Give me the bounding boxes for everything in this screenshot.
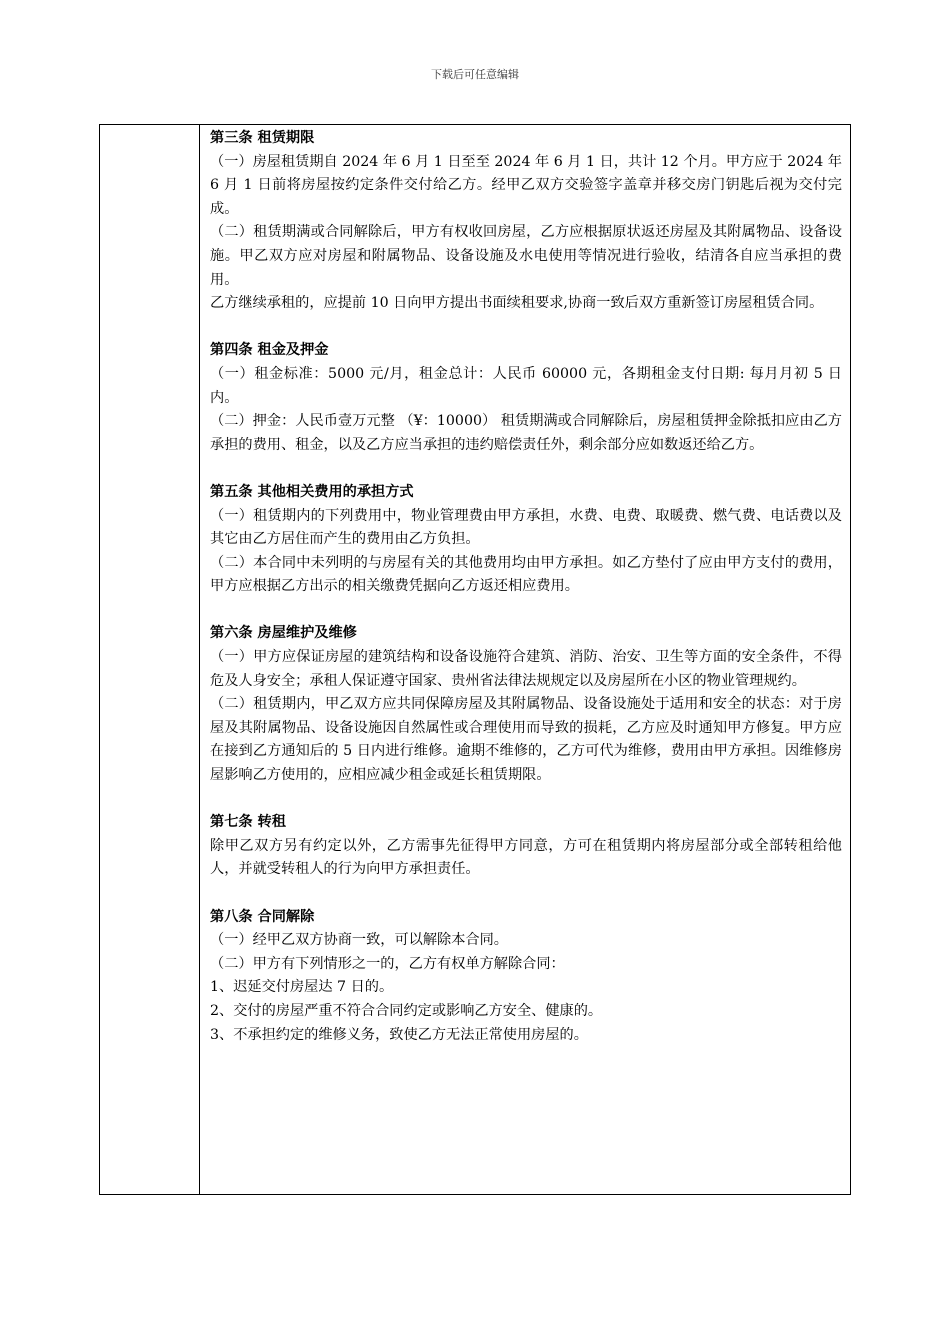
- section-6: [210, 622, 842, 787]
- section-gap: [210, 882, 842, 906]
- table-content-cell: [200, 125, 850, 1194]
- list-item: 2、交付的房屋严重不符合合同约定或影响乙方安全、健康的。: [210, 1002, 603, 1019]
- clause-paragraph: （二）甲方有下列情形之一的，乙方有权单方解除合同：: [210, 955, 565, 972]
- section-title: 第八条 合同解除: [210, 908, 315, 925]
- section-title: 第七条 转租: [210, 814, 286, 831]
- list-item: 3、不承担约定的维修义务，致使乙方无法正常使用房屋的。: [210, 1026, 588, 1043]
- list-item: 1、迟延交付房屋达 7 日的。: [210, 979, 394, 996]
- section-gap: [210, 599, 842, 623]
- clause-paragraph: （二）租赁期内，甲乙双方应共同保障房屋及其附属物品、设备设施处于适用和安全的状态：对于房屋及其附属物品、设备设施因自然属性或合理使用而导致的损耗，乙方应及时通知甲方修复。甲方应在接到乙方通知后的 5 日内进行维修。逾期不维修的，乙方可代为维修，费用由甲方承担。因维修房屋影响乙方使用的，应相应减少租金或延长租赁期限。: [210, 696, 842, 784]
- section-8: [210, 906, 842, 1048]
- clause-paragraph: （一）甲方应保证房屋的建筑结构和设备设施符合建筑、消防、治安、卫生等方面的安全条件，不得危及人身安全；承租人保证遵守国家、贵州省法律法规规定以及房屋所在小区的物业管理规约。: [210, 649, 842, 689]
- clause-paragraph: 除甲乙双方另有约定以外，乙方需事先征得甲方同意，方可在租赁期内将房屋部分或全部转租给他人，并就受转租人的行为向甲方承担责任。: [210, 837, 842, 878]
- clause-paragraph: （一）经甲乙双方协商一致，可以解除本合同。: [210, 932, 508, 949]
- section-7: [210, 811, 842, 882]
- section-gap: [210, 457, 842, 481]
- contract-table: [99, 124, 851, 1195]
- clause-paragraph: （二）押金：人民币壹万元整 （¥：10000） 租赁期满或合同解除后，房屋租赁押金除抵扣应由乙方承担的费用、租金，以及乙方应当承担的违约赔偿责任外，剩余部分应如数返还给乙方。: [210, 413, 842, 453]
- section-title: 第三条 租赁期限: [210, 130, 315, 146]
- section-5: [210, 481, 842, 599]
- section-title: 第六条 房屋维护及维修: [210, 625, 357, 642]
- section-4: [210, 339, 842, 457]
- clause-paragraph: （一）租金标准：5000 元/月，租金总计：人民币 60000 元，各期租金支付日期: 每月月初 5 日内。: [210, 365, 842, 406]
- clause-paragraph: （二）租赁期满或合同解除后，甲方有权收回房屋，乙方应根据原状返还房屋及其附属物品、设备设施。甲乙双方应对房屋和附属物品、设备设施及水电使用等情况进行验收，结清各自应当承担的费用。: [210, 224, 842, 288]
- clause-paragraph: （二）本合同中未列明的与房屋有关的其他费用均由甲方承担。如乙方垫付了应由甲方支付的费用，甲方应根据乙方出示的相关缴费凭据向乙方返还相应费用。: [210, 554, 842, 595]
- section-gap: [210, 788, 842, 812]
- clause-paragraph: 乙方继续承租的，应提前 10 日向甲方提出书面续租要求,协商一致后双方重新签订房屋租赁合同。: [210, 295, 824, 312]
- section-3: [210, 127, 842, 316]
- table-left-cell: [100, 125, 200, 1194]
- section-title: 第五条 其他相关费用的承担方式: [210, 483, 414, 500]
- section-title: 第四条 租金及押金: [210, 342, 329, 359]
- section-gap: [210, 316, 842, 340]
- page-header: 下载后可任意编辑: [431, 68, 519, 81]
- clause-paragraph: （一）租赁期内的下列费用中，物业管理费由甲方承担，水费、电费、取暖费、燃气费、电话费以及其它由乙方居住而产生的费用由乙方负担。: [210, 507, 842, 548]
- clause-paragraph: （一）房屋租赁期自 2024 年 6 月 1 日至至 2024 年 6 月 1 日，共计 12 个月。甲方应于 2024 年 6 月 1 日前将房屋按约定条件交付给乙方。经甲乙双方交验签字盖章并移交房门钥匙后视为交付完成。: [210, 153, 842, 217]
